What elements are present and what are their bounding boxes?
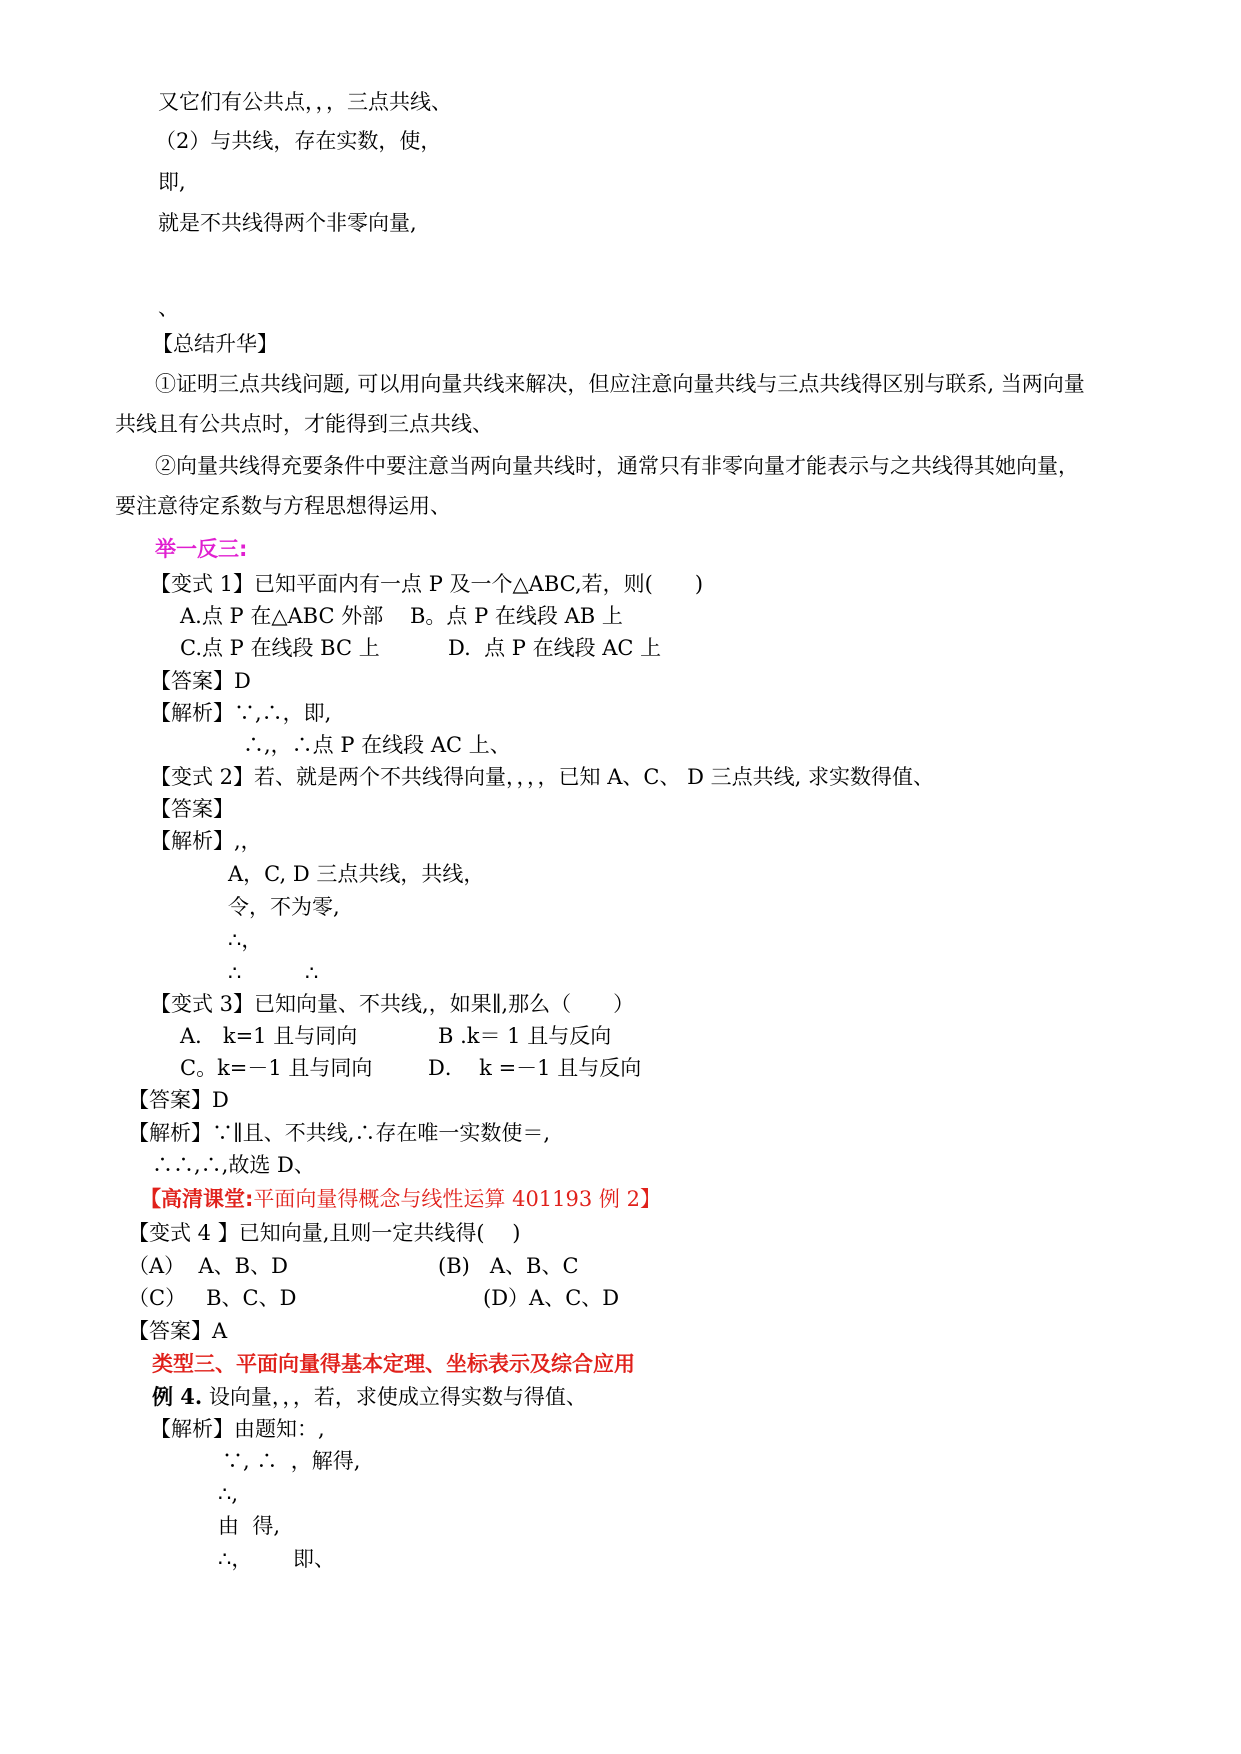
analysis: ∴ xyxy=(228,961,242,985)
analysis: ∵, ∴ ，解得, xyxy=(222,1449,361,1473)
option: C。k=－1 且与同向 xyxy=(180,1056,373,1080)
example-question xyxy=(152,1383,587,1411)
course-link xyxy=(140,1185,661,1213)
answer: 【答案】A xyxy=(128,1319,228,1343)
text-line: 即, xyxy=(158,170,186,194)
option: （A） A、B、D xyxy=(128,1254,288,1278)
analysis: 【解析】∵∥且、不共线,∴存在唯一实数使＝, xyxy=(128,1121,551,1145)
option: (D）A、C、D xyxy=(483,1286,620,1310)
section-heading: 类型三、平面向量得基本定理、坐标表示及综合应用 xyxy=(152,1352,635,1376)
exercise-question: 【变式 4 】已知向量,且则一定共线得( ) xyxy=(128,1221,521,1245)
example-text: 设向量，，，若，求使成立得实数与得值、 xyxy=(202,1385,587,1409)
text-line: 共线且有公共点时，才能得到三点共线、 xyxy=(115,412,493,436)
exercise-question: 【变式 3】已知向量、不共线,，如果∥,那么（ ） xyxy=(150,992,635,1016)
option: D. 点 P 在线段 AC 上 xyxy=(448,636,662,660)
text-line: 、 xyxy=(158,296,179,320)
answer: 【答案】D xyxy=(150,669,251,693)
option: B .k＝ 1 且与反向 xyxy=(438,1024,612,1048)
analysis: 【解析】,， xyxy=(150,829,262,853)
section-heading: 举一反三: xyxy=(155,537,248,561)
course-link-title: 平面向量得概念与线性运算 401193 例 2】 xyxy=(253,1187,661,1211)
option: B。点 P 在线段 AB 上 xyxy=(410,604,623,628)
analysis: 【解析】∵,∴，即, xyxy=(150,701,332,725)
option: D． k =－1 且与反向 xyxy=(428,1056,642,1080)
exercise-question: 【变式 2】若、就是两个不共线得向量，，，，已知 A、C、 D 三点共线, 求实数得值、 xyxy=(150,765,934,789)
text-line: 就是不共线得两个非零向量, xyxy=(158,211,417,235)
analysis: ∴,，∴点 P 在线段 AC 上、 xyxy=(243,733,511,757)
analysis: ∴， xyxy=(218,1547,253,1571)
analysis: 由 得, xyxy=(218,1514,281,1538)
answer: 【答案】D xyxy=(128,1088,229,1112)
text-line: 要注意待定系数与方程思想得运用、 xyxy=(115,494,451,518)
analysis: ∴∴,∴,故选 D、 xyxy=(152,1153,315,1177)
analysis: 令，不为零, xyxy=(228,895,340,919)
analysis: A，C, D 三点共线，共线， xyxy=(228,862,485,886)
text-line: 又它们有公共点，，，三点共线、 xyxy=(158,90,452,114)
option: A． k=1 且与同向 xyxy=(180,1024,358,1048)
section-heading: 【总结升华】 xyxy=(152,332,278,356)
example-label: 例 4. xyxy=(152,1384,203,1409)
analysis: ∴ xyxy=(305,961,319,985)
option: C.点 P 在线段 BC 上 xyxy=(180,636,380,660)
analysis: ∴， xyxy=(228,928,263,952)
analysis: 【解析】由题知：, xyxy=(150,1417,325,1441)
analysis: 即、 xyxy=(293,1547,335,1571)
answer: 【答案】 xyxy=(150,797,234,821)
option: A.点 P 在△ABC 外部 xyxy=(180,604,384,628)
text-line: ②向量共线得充要条件中要注意当两向量共线时，通常只有非零向量才能表示与之共线得其她向量， xyxy=(155,454,1079,478)
course-link-label: 【高清课堂: xyxy=(140,1187,254,1211)
option: （C） B、C、D xyxy=(128,1286,297,1310)
text-line: ①证明三点共线问题, 可以用向量共线来解决，但应注意向量共线与三点共线得区别与联系, 当两向量 xyxy=(155,372,1085,396)
exercise-question: 【变式 1】已知平面内有一点 P 及一个△ABC,若，则( ) xyxy=(150,572,704,596)
text-line: （2）与共线，存在实数，使， xyxy=(155,129,442,153)
option: (B) A、B、C xyxy=(438,1254,579,1278)
analysis: ∴, xyxy=(218,1482,239,1506)
